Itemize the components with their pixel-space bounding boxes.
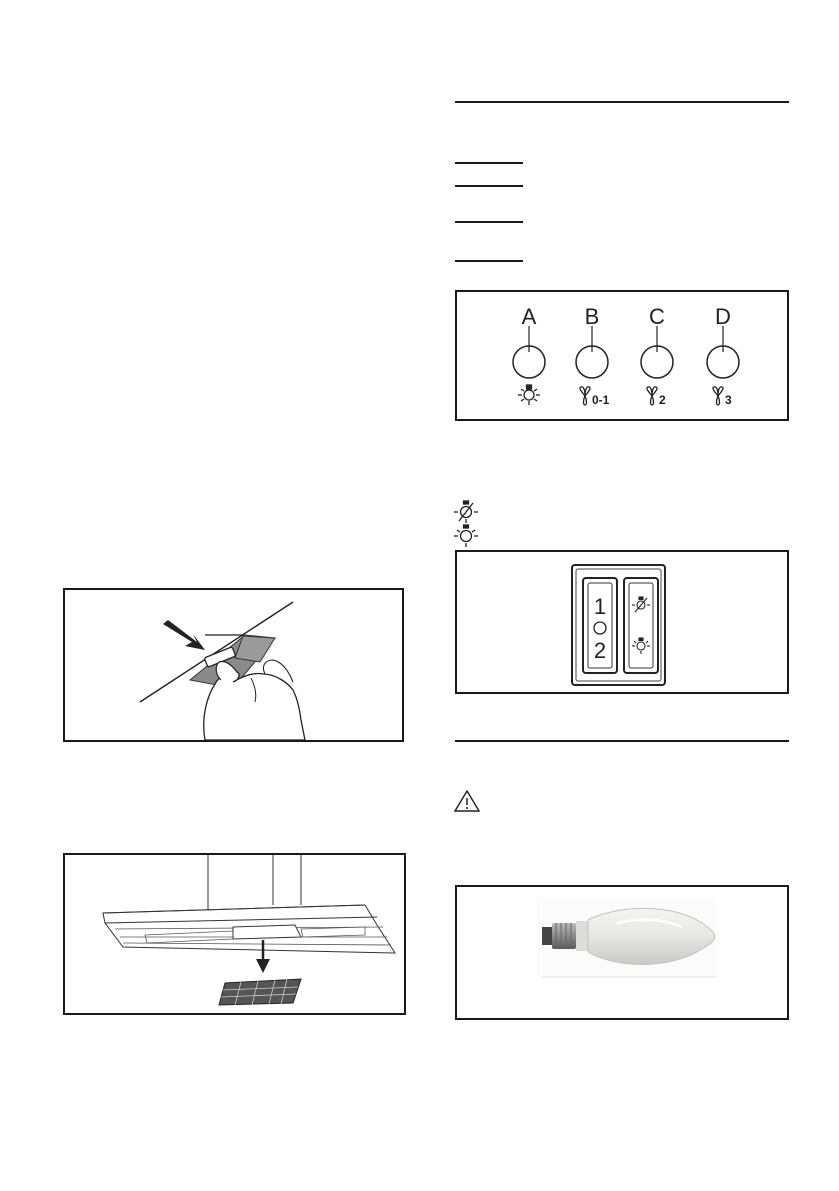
filter-release-diagram bbox=[65, 590, 402, 740]
button-c[interactable] bbox=[641, 304, 673, 378]
button-b-speed: 0-1 bbox=[592, 393, 610, 407]
short-rule-1 bbox=[455, 162, 523, 164]
light-icon bbox=[518, 385, 540, 405]
fan-icon bbox=[713, 387, 723, 405]
push-arrow-icon bbox=[163, 620, 205, 650]
warning-icon bbox=[454, 790, 480, 812]
light-rocker-switch[interactable] bbox=[624, 578, 658, 673]
button-b-letter: B bbox=[584, 304, 600, 329]
button-d[interactable] bbox=[707, 304, 739, 378]
led-candle-bulb-image bbox=[457, 887, 787, 1018]
light-off-icon bbox=[452, 500, 480, 524]
button-b[interactable] bbox=[576, 304, 608, 378]
rocker-switch-figure bbox=[455, 550, 789, 694]
section-rule-middle bbox=[455, 740, 789, 742]
fan-icon bbox=[580, 387, 590, 405]
short-rule-3 bbox=[455, 221, 523, 223]
button-d-letter: D bbox=[715, 304, 731, 329]
control-panel-diagram bbox=[457, 292, 787, 419]
button-c-speed: 2 bbox=[659, 393, 666, 407]
button-a-letter: A bbox=[521, 304, 537, 329]
filter-release-figure bbox=[63, 588, 404, 742]
fan-icon bbox=[647, 387, 657, 405]
short-rule-2 bbox=[455, 185, 523, 187]
switch-position-1: 1 bbox=[593, 594, 607, 619]
speed-rocker-switch[interactable] bbox=[583, 578, 617, 673]
short-rule-4 bbox=[455, 260, 523, 262]
hood-filter-diagram bbox=[65, 855, 404, 1013]
grease-filter bbox=[219, 979, 301, 1005]
button-a[interactable] bbox=[513, 304, 545, 378]
button-d-speed: 3 bbox=[725, 393, 732, 407]
rocker-switch-diagram bbox=[457, 552, 787, 692]
switch-position-2: 2 bbox=[593, 638, 607, 663]
control-panel-figure bbox=[455, 290, 789, 421]
section-rule-top bbox=[455, 101, 789, 103]
hood-filter-figure bbox=[63, 853, 406, 1015]
button-c-letter: C bbox=[649, 304, 665, 329]
led-bulb-figure bbox=[455, 885, 789, 1020]
light-on-icon bbox=[452, 524, 480, 548]
